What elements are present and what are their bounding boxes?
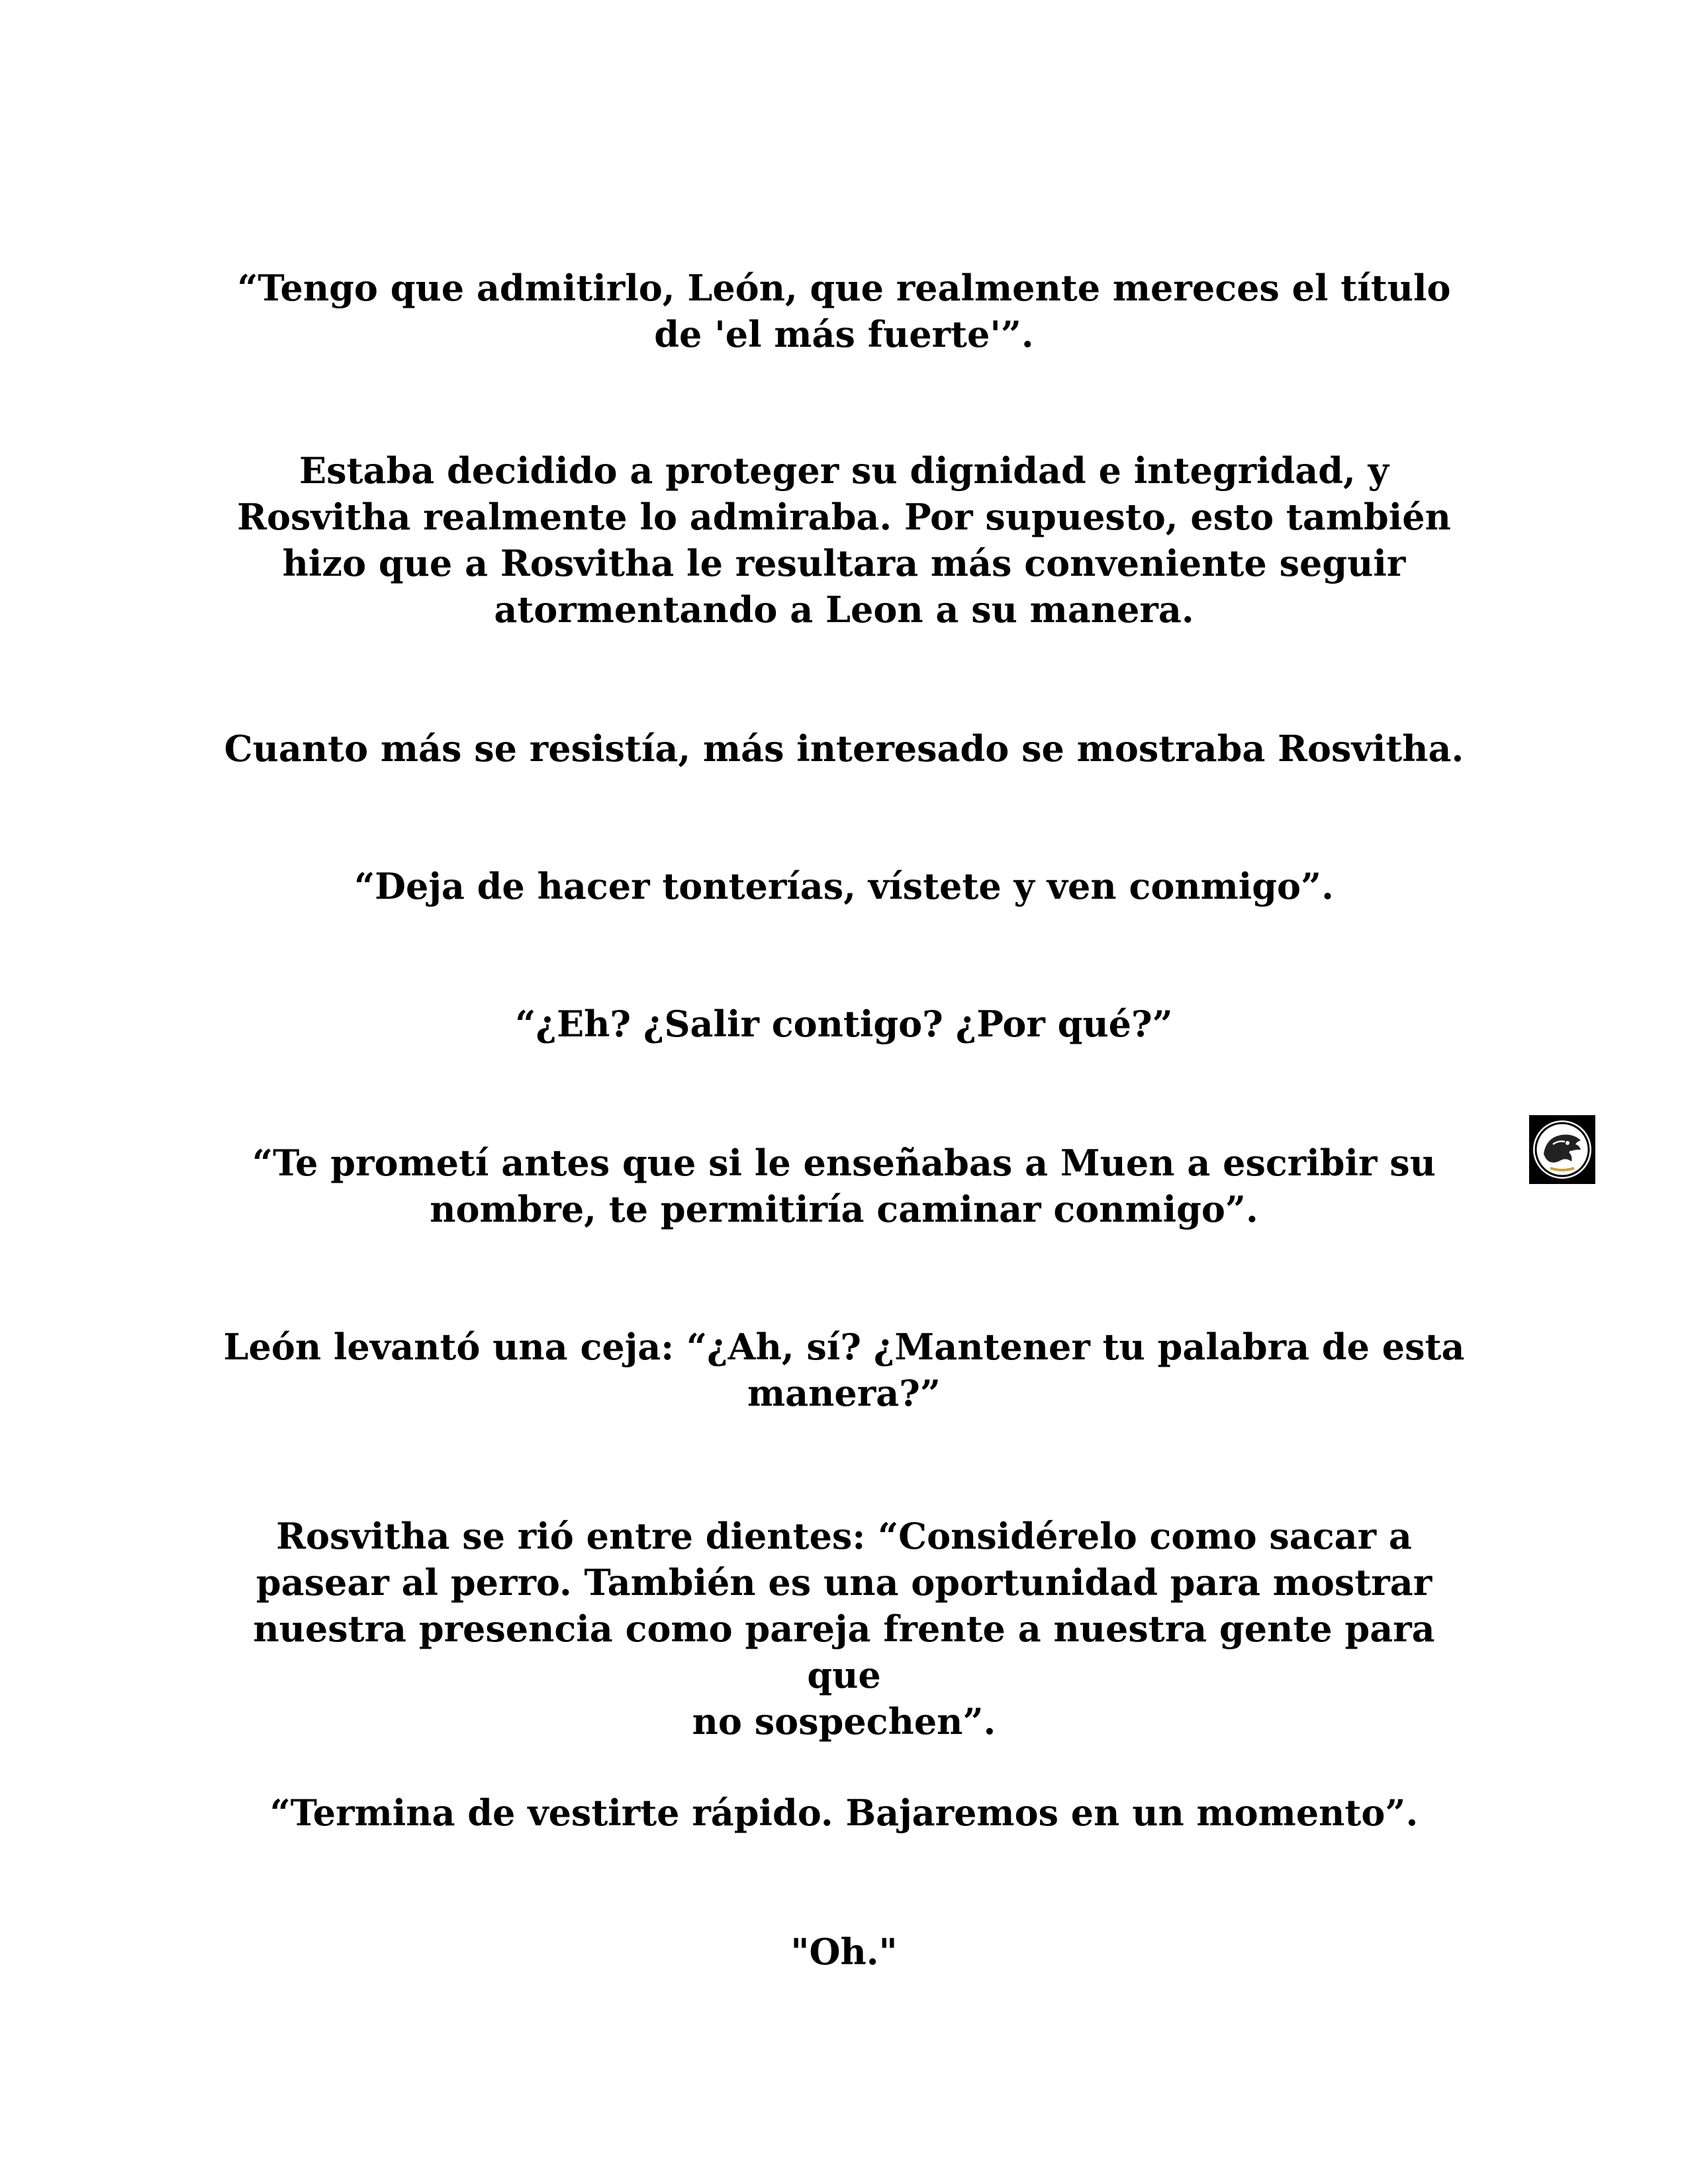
paragraph-4: “Deja de hacer tonterías, vístete y ven conmigo”. [354, 865, 1334, 907]
paragraph-5: “¿Eh? ¿Salir contigo? ¿Por qué?” [515, 1003, 1173, 1045]
paragraph-1: “Tengo que admitirlo, León, que realmente mereces el título de 'el más fuerte'”. [237, 267, 1451, 355]
paragraph-8: Rosvitha se rió entre dientes: “Considérelo como sacar a pasear al perro. También es una oportunidad para mostrar nuestra presencia como pareja frente a nuestra gente para que no sospechen”. [253, 1515, 1435, 1743]
paragraph-6: “Te prometí antes que si le enseñabas a Muen a escribir su nombre, te permitiría caminar conmigo”. [252, 1142, 1436, 1230]
paragraph-10: "Oh." [790, 1931, 898, 1973]
dinosaur-logo-icon [1529, 1115, 1595, 1184]
paragraph-3: Cuanto más se resistía, más interesado se mostraba Rosvitha. [224, 727, 1464, 770]
paragraph-7: León levantó una ceja: “¿Ah, sí? ¿Mantener tu palabra de esta manera?” [223, 1326, 1465, 1414]
paragraph-2: Estaba decidido a proteger su dignidad e integridad, y Rosvitha realmente lo admiraba. Por supuesto, esto también hizo que a Rosvitha le resultara más conveniente seguir atormentando a Leon a su manera. [237, 449, 1451, 631]
paragraph-9: “Termina de vestirte rápido. Bajaremos en un momento”. [269, 1792, 1419, 1834]
